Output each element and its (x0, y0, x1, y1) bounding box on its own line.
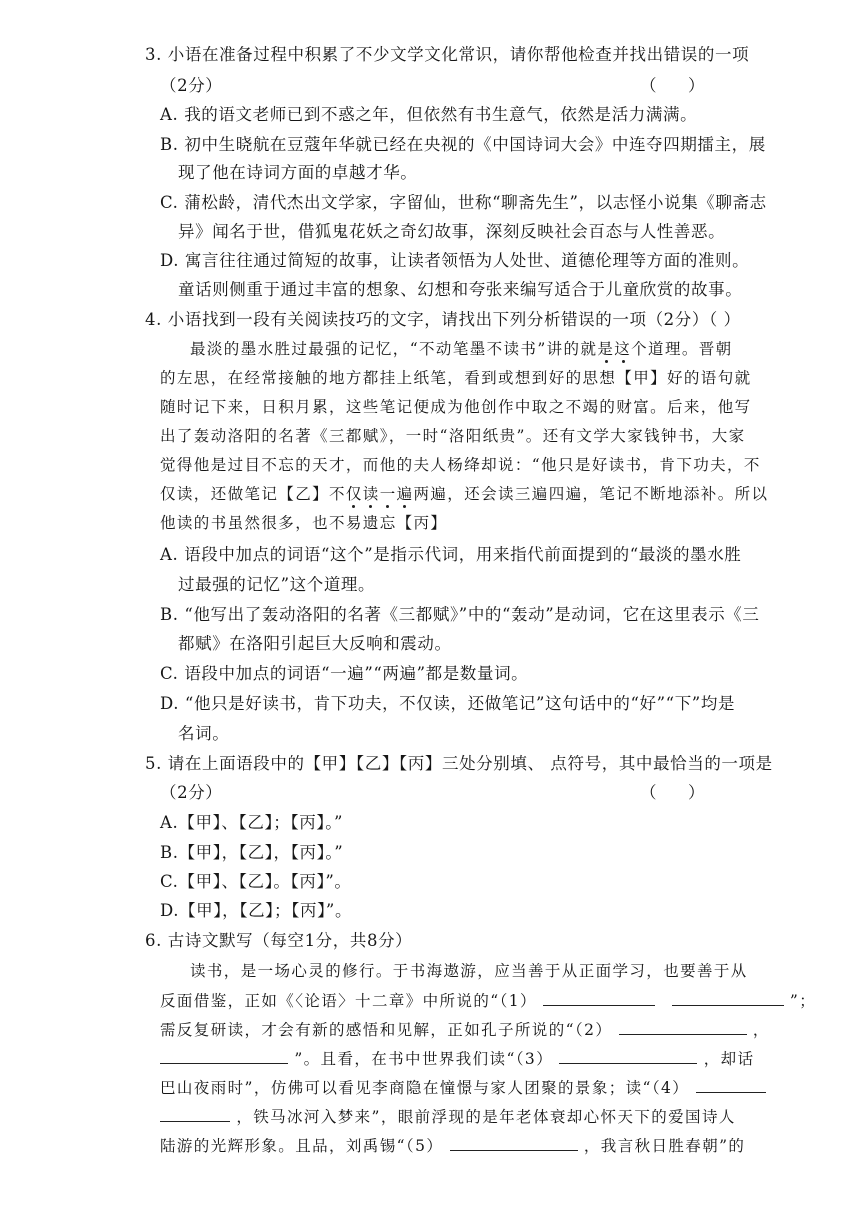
q4-passage-line: 最淡的墨水胜过最强的记忆，“不动笔墨不读书”讲的就是这个道理。晋朝 (190, 340, 733, 358)
q6-text-line1: 读书，是一场心灵的修行。于书海遨游，应当善于从正面学习，也要善于从 (190, 962, 748, 980)
emphasis-dot (622, 360, 625, 363)
q5-stem-line1: 5. 请在上面语段中的【甲】【乙】【丙】三处分别填、 点符号，其中最恰当的一项是 (145, 754, 773, 773)
q3-option-d-line2: 童话则侧重于通过丰富的想象、幻想和夸张来编写适合于儿童欣赏的故事。 (178, 280, 743, 299)
q4-option-c: C. 语段中加点的词语“一遍”“两遍”都是数量词。 (160, 664, 529, 683)
q3-option-a: A. 我的语文老师已到不惑之年，但依然有书生意气，依然是活力满满。 (160, 105, 698, 124)
q6-text-line3 (160, 1018, 770, 1041)
q6-text: ”。且看，在书中世界我们读“（3） (294, 1050, 554, 1068)
q3-option-c-line2: 异》闻名于世，借狐鬼花妖之奇幻故事，深刻反映社会百态与人性善恶。 (178, 222, 726, 241)
q4-option-b-line1: B. “他写出了轰动洛阳的名著《三都赋》”中的“轰动”是动词，它在这里表示《三 (160, 605, 760, 624)
q6-text: ， (752, 1021, 770, 1039)
q6-text: ，我言秋日胜春朝”的 (583, 1137, 746, 1155)
q6-text: ”； (789, 992, 817, 1010)
q6-text: 需反复研读，才会有新的感悟和见解，正如孔子所说的“（2） (160, 1021, 613, 1039)
q3-option-b-line2: 现了他在诗词方面的卓越才华。 (178, 163, 418, 182)
q3-option-d-line1: D. 寓言往往通过简短的故事，让读者领悟为人处世、道德伦理等方面的准则。 (160, 251, 750, 270)
emphasis-dot (403, 505, 406, 508)
q5-option-a: A.【甲】、【乙】；【丙】。” (160, 813, 344, 832)
answer-blank-4a[interactable] (696, 1076, 766, 1093)
answer-blank-1a[interactable] (543, 989, 655, 1006)
q4-option-b-line2: 都赋》在洛阳引起巨大反响和震动。 (178, 634, 452, 653)
q6-text: 反面借鉴，正如《〈论语〉十二章》中所说的“（1） (160, 992, 537, 1010)
q6-text: ，却话 (703, 1050, 755, 1068)
q6-text: ，铁马冰河入梦来”，眼前浮现的是年老体衰却心怀天下的爱国诗人 (236, 1108, 736, 1126)
answer-blank-5[interactable] (450, 1134, 578, 1151)
emphasis-dot (369, 505, 372, 508)
q6-text-line4 (160, 1047, 754, 1070)
q4-option-a-line2: 过最强的记忆”这个道理。 (178, 575, 376, 594)
q4-option-d-line1: D. “他只是好读书，肯下功夫，不仅读，还做笔记”这句话中的“好”“下”均是 (160, 694, 736, 713)
q5-option-d: D.【甲】，【乙】；【丙】”。 (160, 901, 353, 920)
q6-text-line5 (160, 1076, 766, 1099)
emphasis-dot (605, 360, 608, 363)
q3-stem-score: （2分） (160, 76, 223, 95)
q4-passage-line: 觉得他是过目不忘的天才，而他的夫人杨绛却说：“他只是好读书，肯下功夫，不 (160, 456, 761, 474)
q4-passage-line: 出了轰动洛阳的名著《三都赋》，一时“洛阳纸贵”。还有文学大家钱钟书，大家 (160, 427, 746, 445)
answer-blank-1b[interactable] (672, 989, 784, 1006)
emphasis-dot (386, 505, 389, 508)
q4-passage-line: 他读的书虽然很多，也不易遗忘【丙】 (160, 514, 448, 532)
q4-option-a-line1: A. 语段中加点的词语“这个”是指示代词，用来指代前面提到的“最淡的墨水胜 (160, 545, 742, 564)
q4-stem: 4. 小语找到一段有关阅读技巧的文字，请找出下列分析错误的一项（2分）（ ） (145, 310, 741, 329)
q3-answer-paren: （ ） (640, 76, 705, 95)
answer-blank-4b[interactable] (160, 1105, 230, 1122)
q6-text: 巴山夜雨时”，仿佛可以看见李商隐在憧憬与家人团聚的景象；读“（4） (160, 1079, 690, 1097)
q4-passage-line: 仅读，还做笔记【乙】不仅读一遍两遍，还会读三遍四遍，笔记不断地添补。所以 (160, 485, 769, 503)
q6-stem: 6. 古诗文默写（每空1分，共8分） (145, 931, 413, 950)
q6-text-line2 (160, 989, 816, 1012)
q6-text-line6 (160, 1105, 736, 1128)
q4-passage-line: 的左思，在经常接触的地方都挂上纸笔，看到或想到好的思想【甲】好的语句就 (160, 369, 752, 387)
q5-option-b: B.【甲】，【乙】，【丙】。” (160, 843, 344, 862)
q6-text-line7 (160, 1134, 745, 1157)
answer-blank-3[interactable] (559, 1047, 697, 1064)
answer-blank-2b[interactable] (160, 1047, 288, 1064)
q4-passage-line: 随时记下来，日积月累，这些笔记便成为他创作中取之不竭的财富。后来，他写 (160, 398, 752, 416)
emphasis-dot (352, 505, 355, 508)
q5-stem-score: （2分） (160, 783, 223, 802)
q5-answer-paren: （ ） (640, 783, 705, 802)
q3-option-c-line1: C. 蒲松龄，清代杰出文学家，字留仙，世称“聊斋先生”，以志怪小说集《聊斋志 (160, 193, 767, 212)
q5-option-c: C.【甲】、【乙】。【丙】”。 (160, 872, 352, 891)
q3-stem-line1: 3. 小语在准备过程中积累了不少文学文化常识，请你帮他检查并找出错误的一项 (145, 45, 750, 64)
q4-option-d-line2: 名词。 (178, 724, 230, 743)
q3-option-b-line1: B. 初中生晓航在豆蔻年华就已经在央视的《中国诗词大会》中连夺四期擂主，展 (160, 135, 766, 154)
answer-blank-2a[interactable] (619, 1018, 747, 1035)
q6-text: 陆游的光辉形象。且品，刘禹锡“（5） (160, 1137, 444, 1155)
